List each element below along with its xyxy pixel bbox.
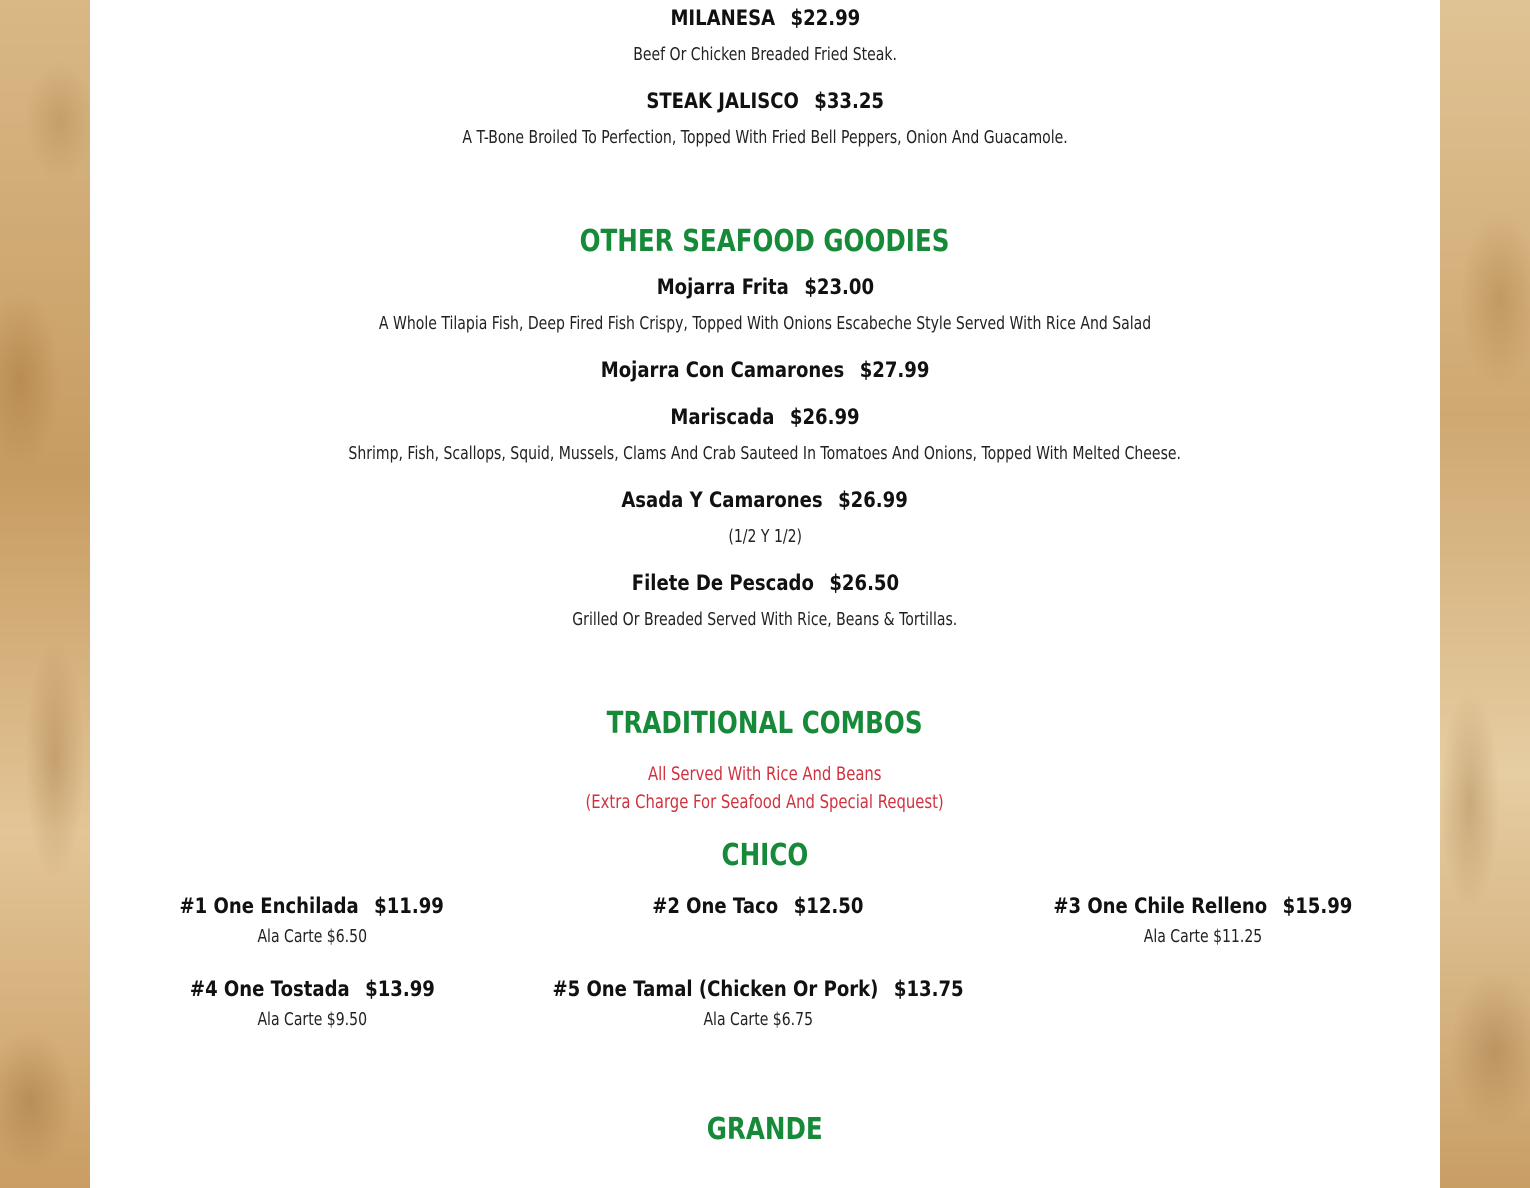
item-desc: Ala Carte $6.50 <box>257 926 367 947</box>
item-price: $27.99 <box>859 358 930 382</box>
item-desc: Ala Carte $9.50 <box>257 1009 367 1030</box>
note-line: All Served With Rice And Beans <box>648 763 882 785</box>
item-desc: Beef Or Chicken Breaded Fried Steak. <box>633 44 897 65</box>
combo-item-1 <box>112 894 512 947</box>
menu-item-milanesa <box>90 6 1440 30</box>
item-desc: Ala Carte $6.75 <box>703 1009 813 1030</box>
item-desc: (1/2 Y 1/2) <box>728 526 802 547</box>
menu-item-filete-de-pescado <box>90 571 1440 595</box>
menu-item-description <box>90 443 1440 464</box>
item-price: $26.99 <box>789 405 860 429</box>
menu-item-description <box>90 609 1440 630</box>
item-name: #1 One Enchilada <box>179 894 359 918</box>
item-price: $33.25 <box>814 89 884 113</box>
section-title: CHICO <box>721 838 809 873</box>
combo-item-4 <box>112 977 512 1030</box>
item-price: $15.99 <box>1282 894 1353 918</box>
item-price: $26.99 <box>838 488 909 512</box>
left-paper-border <box>0 0 90 1188</box>
menu-item-mojarra-frita <box>90 275 1440 299</box>
right-paper-border <box>1440 0 1530 1188</box>
subsection-title-chico <box>90 838 1440 873</box>
item-name: STEAK JALISCO <box>646 89 799 113</box>
section-title: TRADITIONAL COMBOS <box>607 706 923 741</box>
combo-item-3 <box>1003 894 1403 947</box>
section-title: GRANDE <box>706 1112 823 1147</box>
item-desc: Ala Carte $11.25 <box>1143 926 1263 947</box>
item-name: Mojarra Frita <box>656 275 789 299</box>
item-name: Asada Y Camarones <box>621 488 824 512</box>
item-price: $12.50 <box>793 894 864 918</box>
item-price: $26.50 <box>828 571 899 595</box>
item-price: $13.99 <box>364 977 435 1001</box>
menu-item-mojarra-con-camarones <box>90 358 1440 382</box>
combo-item-2 <box>558 894 958 918</box>
item-desc: Shrimp, Fish, Scallops, Squid, Mussels, Clams And Crab Sauteed In Tomatoes And Onions, Topped With Melted Cheese. <box>348 443 1182 464</box>
menu-item-description <box>90 313 1440 334</box>
note-line: (Extra Charge For Seafood And Special Request) <box>585 791 945 813</box>
menu-item-steak-jalisco <box>90 89 1440 113</box>
item-name: MILANESA <box>670 6 775 30</box>
item-name: Mariscada <box>670 405 775 429</box>
item-name: #5 One Tamal (Chicken Or Pork) <box>552 977 879 1001</box>
menu-item-description <box>90 526 1440 547</box>
section-title-combos <box>90 706 1440 741</box>
subsection-title-grande <box>90 1112 1440 1147</box>
combo-item-5 <box>508 977 1008 1030</box>
menu-item-description <box>90 44 1440 65</box>
item-desc: Grilled Or Breaded Served With Rice, Beans & Tortillas. <box>572 609 958 630</box>
menu-item-mariscada <box>90 405 1440 429</box>
item-desc: A T-Bone Broiled To Perfection, Topped With Fried Bell Peppers, Onion And Guacamole. <box>462 127 1068 148</box>
item-desc: A Whole Tilapia Fish, Deep Fired Fish Crispy, Topped With Onions Escabeche Style Served With Rice And Salad <box>378 313 1152 334</box>
section-title: OTHER SEAFOOD GOODIES <box>580 224 950 259</box>
menu-item-asada-y-camarones <box>90 488 1440 512</box>
item-name: #3 One Chile Relleno <box>1053 894 1268 918</box>
item-name: Mojarra Con Camarones <box>600 358 845 382</box>
menu-item-description <box>90 127 1440 148</box>
item-name: #2 One Taco <box>652 894 779 918</box>
combos-note <box>90 763 1440 785</box>
menu-page <box>90 0 1440 1188</box>
item-price: $13.75 <box>893 977 964 1001</box>
combos-note-extra <box>90 791 1440 813</box>
item-price: $11.99 <box>374 894 445 918</box>
item-price: $22.99 <box>790 6 860 30</box>
section-title-seafood <box>90 224 1440 259</box>
item-price: $23.00 <box>803 275 874 299</box>
item-name: #4 One Tostada <box>189 977 350 1001</box>
item-name: Filete De Pescado <box>631 571 814 595</box>
